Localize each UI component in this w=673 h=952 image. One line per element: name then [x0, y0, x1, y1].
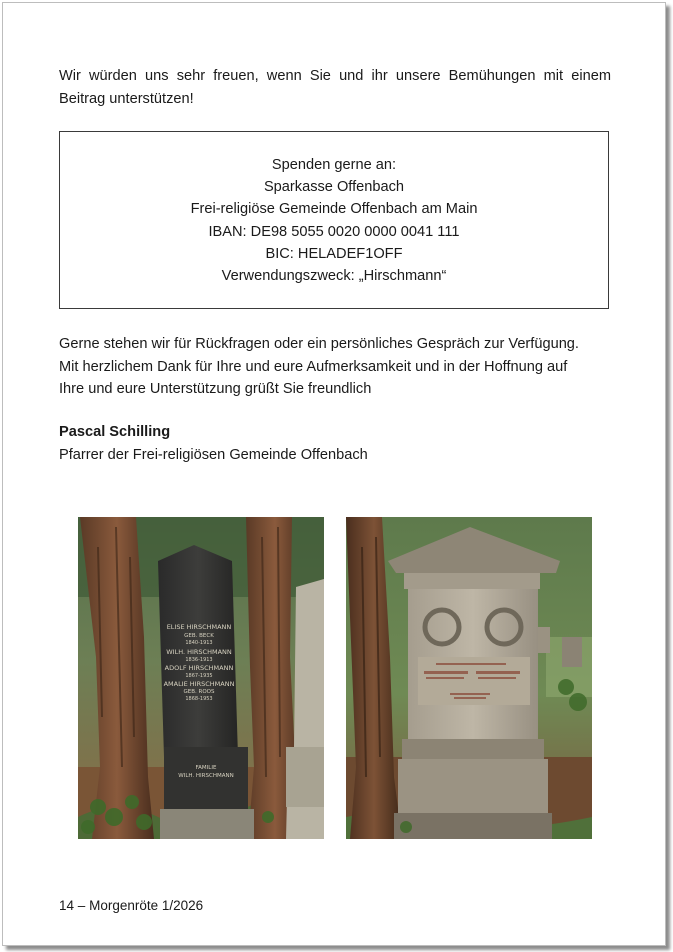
intro-line-1: Wir würden uns sehr freuen, wenn Sie und ihr unsere Bemühungen mit einem	[59, 68, 611, 84]
donation-bic: BIC: HELADEF1OFF	[265, 245, 403, 262]
publication-name: Morgenröte 1/2026	[89, 898, 204, 913]
page-footer	[59, 898, 203, 913]
inscription-line: WILH. HIRSCHMANN	[178, 773, 234, 779]
inscription-line: 1867-1935	[185, 673, 213, 679]
inscription-line: ADOLF HIRSCHMANN	[164, 664, 234, 672]
donation-iban: IBAN: DE98 5055 0020 0000 0041 111	[208, 223, 460, 240]
donation-purpose: Verwendungszweck: „Hirschmann“	[221, 268, 447, 285]
closing-line-3: Ihre und eure Unterstützung grüßt Sie freundlich	[59, 381, 372, 397]
page-number: 14	[59, 898, 75, 913]
closing-paragraph	[59, 333, 611, 401]
donation-box	[59, 131, 609, 309]
inscription-line: GEB. ROOS	[183, 689, 215, 695]
donation-line: Frei-religiöse Gemeinde Offenbach am Main	[190, 201, 478, 218]
footer-separator: –	[77, 898, 86, 913]
inscription-line: GEB. BECK	[184, 633, 214, 639]
closing-line-1: Gerne stehen wir für Rückfragen oder ein persönliches Gespräch zur Verfügung.	[59, 336, 579, 352]
inscription-line: 1868-1953	[185, 696, 213, 702]
inscription-line: AMALIE HIRSCHMANN	[163, 680, 235, 688]
inscription-line: 1836-1913	[185, 657, 213, 663]
inscription-line: FAMILIE	[195, 765, 217, 771]
gravestone-photo-right	[346, 517, 592, 839]
gravestone-photo-left	[78, 517, 324, 839]
intro-line-2: Beitrag unterstützen!	[59, 90, 194, 107]
signature	[59, 421, 368, 466]
donation-line: Sparkasse Offenbach	[263, 179, 405, 196]
inscription-line: WILH. HIRSCHMANN	[166, 648, 232, 656]
closing-line-2: Mit herzlichem Dank für Ihre und eure Aufmerksamkeit und in der Hoffnung auf	[59, 358, 568, 375]
signature-title: Pfarrer der Frei-religiösen Gemeinde Offenbach	[59, 446, 368, 463]
signature-name: Pascal Schilling	[59, 424, 171, 440]
donation-line: Spenden gerne an:	[271, 157, 397, 173]
inscription-line: ELISE HIRSCHMANN	[166, 623, 232, 631]
inscription-line: 1840-1913	[185, 640, 213, 646]
intro-paragraph	[59, 65, 611, 110]
